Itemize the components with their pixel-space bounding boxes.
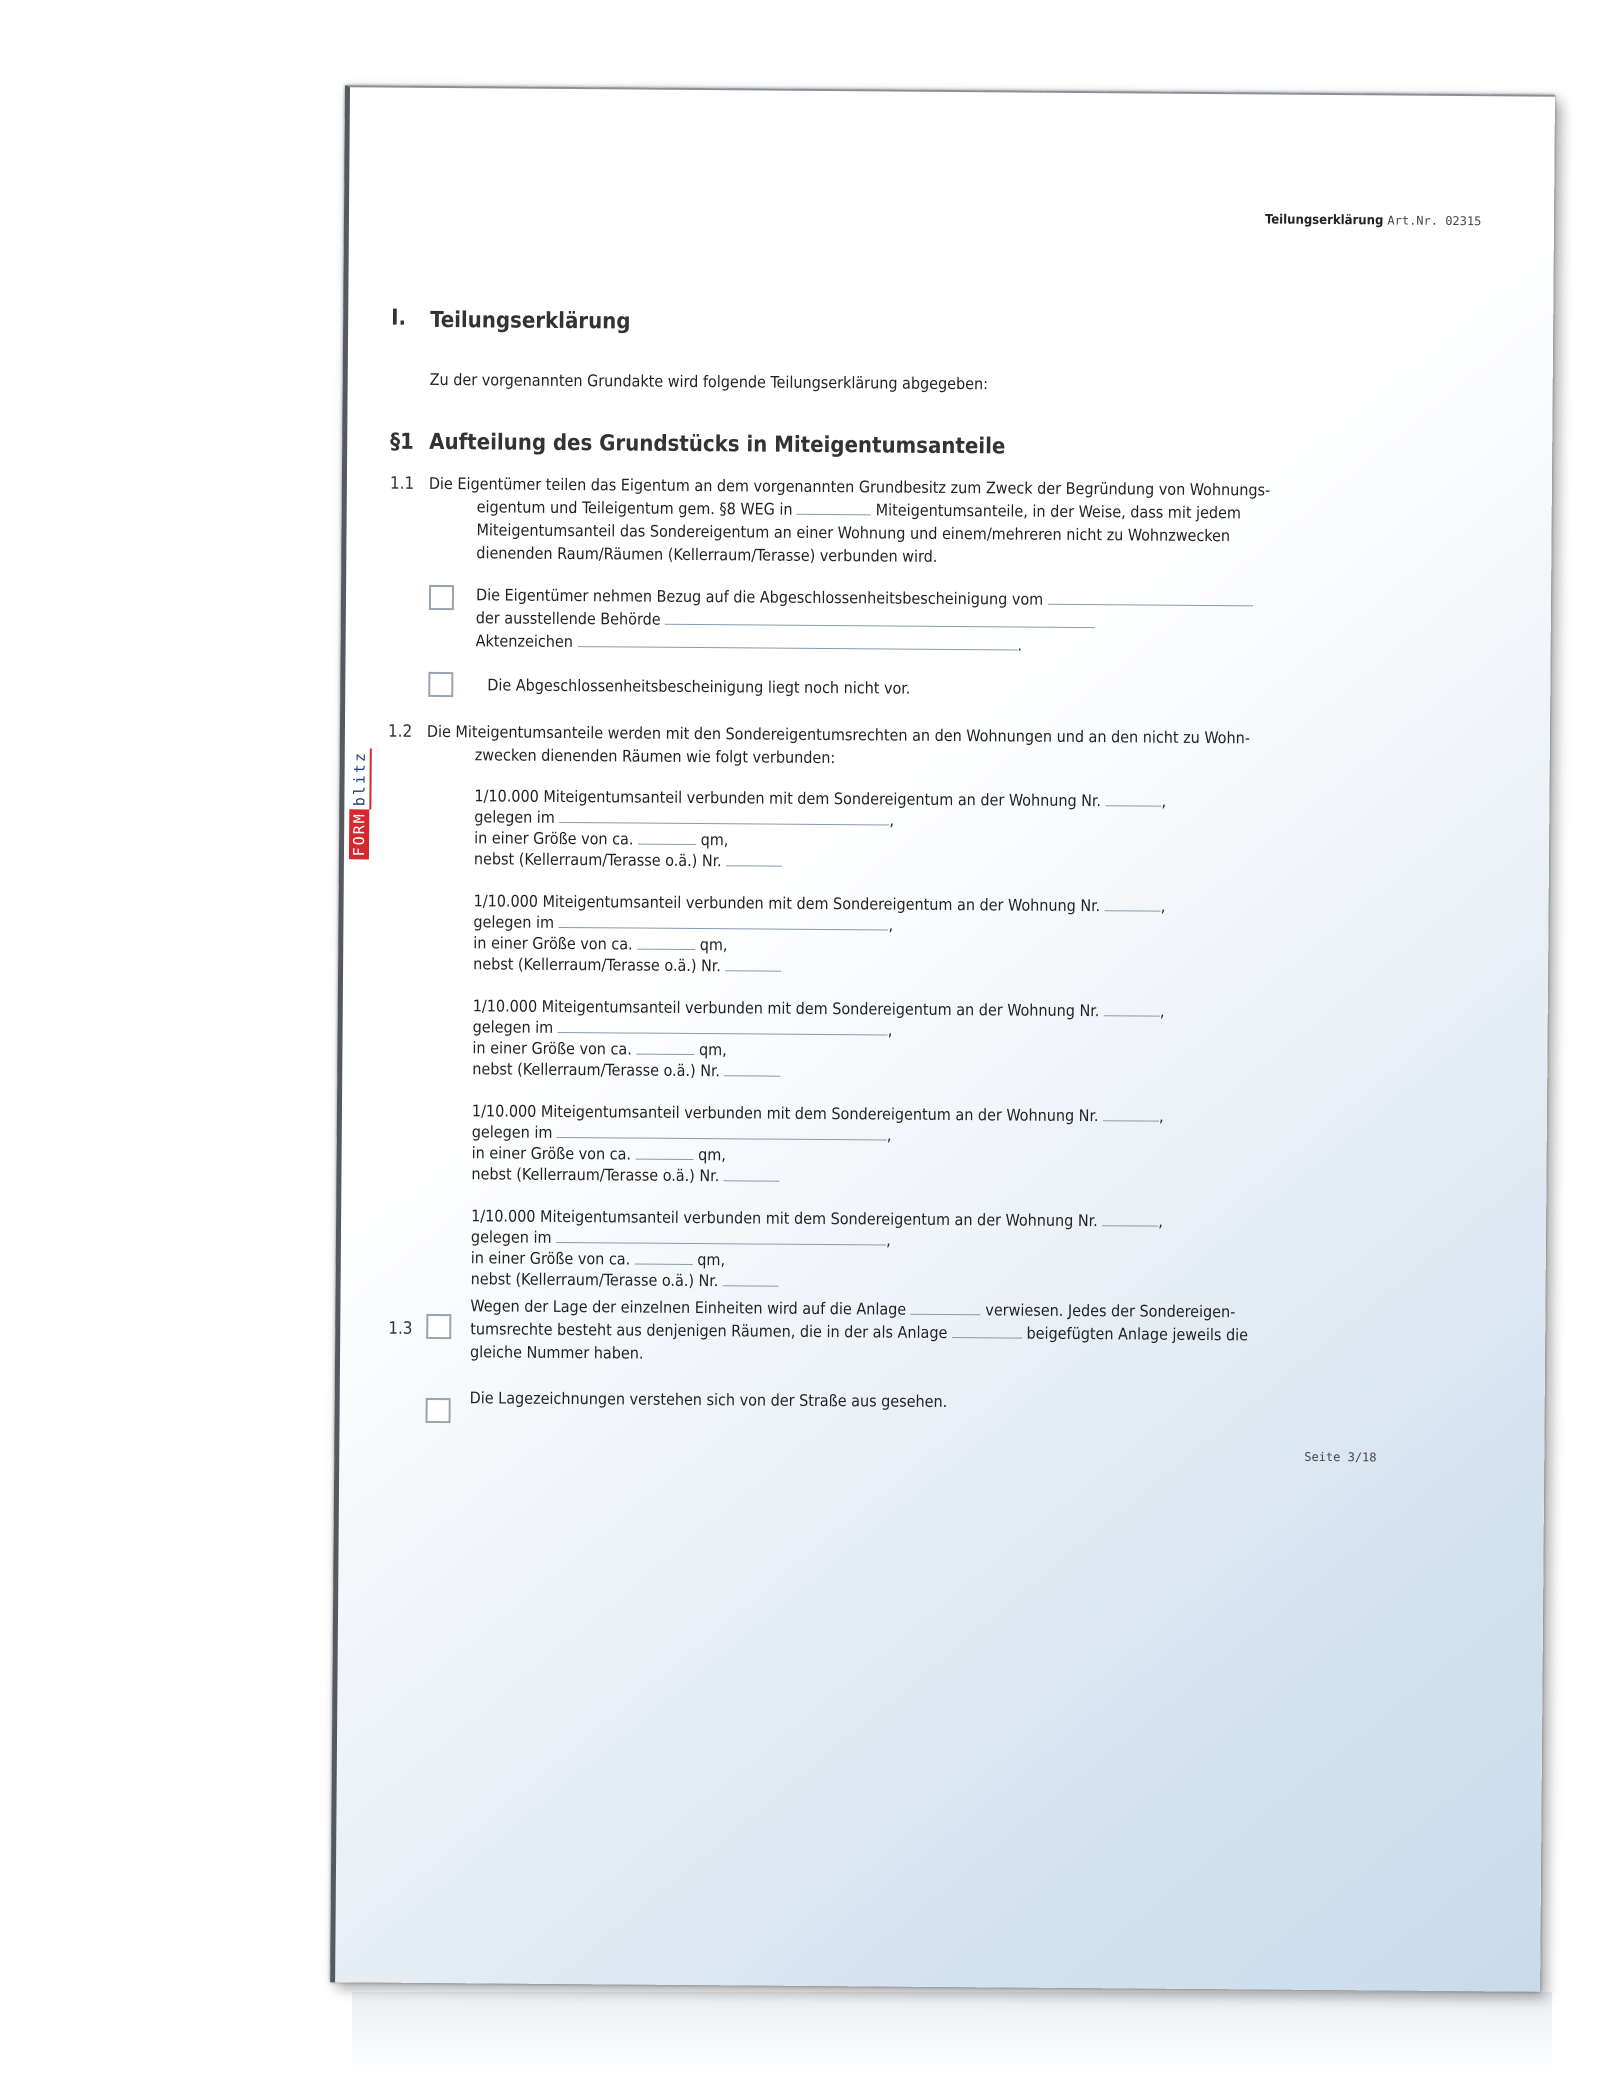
unit-row xyxy=(473,1017,893,1039)
apartment-number-field[interactable] xyxy=(1103,1119,1159,1121)
option-certificate-line3 xyxy=(476,631,1023,654)
location-field[interactable] xyxy=(558,1031,888,1036)
location-field[interactable] xyxy=(557,1136,887,1141)
page-reflection xyxy=(352,1992,1552,2082)
location-field[interactable] xyxy=(559,926,889,931)
clause-number-1-3: 1.3 xyxy=(388,1318,413,1339)
unit-size-label: in einer Größe von ca. xyxy=(472,1038,632,1059)
unit-share-text: 1/10.000 Miteigentumsanteil verbunden mit dem Sondereigentum an der Wohnung Nr. xyxy=(471,1206,1098,1231)
clause-1-3-line2b: beigefügten Anlage jeweils die xyxy=(1026,1323,1249,1345)
unit-location-label: gelegen im xyxy=(473,912,555,932)
unit-row xyxy=(471,1206,1163,1230)
clause-1-2-line2: zwecken dienenden Räumen wie folgt verbunden: xyxy=(474,745,836,768)
document-header xyxy=(1265,212,1481,229)
unit-share-text: 1/10.000 Miteigentumsanteil verbunden mit dem Sondereigentum an der Wohnung Nr. xyxy=(473,891,1101,916)
option-no-certificate-checkbox[interactable] xyxy=(428,672,453,697)
file-number-field[interactable] xyxy=(577,645,1017,650)
header-artnr: Art.Nr. 02315 xyxy=(1387,213,1482,229)
clause-number-1-1: 1.1 xyxy=(389,473,415,494)
annex-number-field[interactable] xyxy=(911,1313,981,1316)
unit-row xyxy=(473,996,1165,1020)
unit-size-unit: qm, xyxy=(698,1040,727,1060)
unit-row xyxy=(471,1164,779,1185)
location-field[interactable] xyxy=(556,1241,886,1246)
apartment-number-field[interactable] xyxy=(1105,909,1161,911)
option-site-plan-checkbox[interactable] xyxy=(426,1314,451,1339)
unit-row xyxy=(471,1269,779,1290)
clause-1-1-line1: Die Eigentümer teilen das Eigentum an dem vorgenannten Grundbesitz zum Zweck der Begründung von Wohnungs- xyxy=(428,473,1271,500)
apartment-number-field[interactable] xyxy=(1106,804,1162,806)
unit-comma: , xyxy=(887,1020,893,1040)
apartment-number-field[interactable] xyxy=(1104,1014,1160,1016)
formblitz-logo xyxy=(350,709,369,859)
unit-row xyxy=(472,1059,780,1080)
unit-row xyxy=(472,1038,726,1059)
size-field[interactable] xyxy=(636,1158,694,1160)
page-number: Seite 3/18 xyxy=(1304,1449,1377,1465)
unit-location-label: gelegen im xyxy=(472,1017,554,1037)
apartment-number-field[interactable] xyxy=(1102,1224,1158,1226)
unit-row xyxy=(473,912,893,934)
option-certificate-text1: Die Eigentümer nehmen Bezug auf die Abgeschlossenheitsbescheinigung vom xyxy=(475,585,1044,609)
unit-share-text: 1/10.000 Miteigentumsanteil verbunden mit dem Sondereigentum an der Wohnung Nr. xyxy=(474,786,1102,811)
clause-1-3-line2 xyxy=(470,1319,1248,1344)
unit-size-unit: qm, xyxy=(698,1145,726,1165)
unit-share-text: 1/10.000 Miteigentumsanteil verbunden mit dem Sondereigentum an der Wohnung Nr. xyxy=(471,1101,1099,1126)
unit-comma: , xyxy=(886,1230,891,1250)
option-certificate-line1 xyxy=(476,585,1253,610)
clause-1-1-line2 xyxy=(477,497,1241,522)
unit-cellar-label: nebst (Kellerraum/Terasse o.ä.) Nr. xyxy=(473,954,721,976)
unit-comma: , xyxy=(1161,791,1167,811)
unit-size-label: in einer Größe von ca. xyxy=(474,828,634,849)
unit-size-unit: qm, xyxy=(700,830,729,850)
option-street-view-checkbox[interactable] xyxy=(426,1398,451,1423)
unit-row xyxy=(474,891,1166,915)
cellar-number-field[interactable] xyxy=(724,1179,780,1181)
clause-1-1-line3: Miteigentumsanteil das Sondereigentum an einer Wohnung und einem/mehreren nicht zu Wohnzwecken xyxy=(476,520,1231,546)
unit-row xyxy=(474,807,894,829)
shares-count-field[interactable] xyxy=(797,513,871,516)
cellar-number-field[interactable] xyxy=(726,864,782,866)
section-number: I. xyxy=(391,305,407,331)
unit-row xyxy=(473,933,727,954)
clause-1-1-line2b: Miteigentumsanteile, in der Weise, dass mit jedem xyxy=(875,500,1242,523)
unit-cellar-label: nebst (Kellerraum/Terasse o.ä.) Nr. xyxy=(473,849,722,871)
logo-part-form: FORM xyxy=(349,809,369,859)
unit-size-label: in einer Größe von ca. xyxy=(471,1143,632,1164)
unit-row xyxy=(471,1227,891,1249)
unit-location-label: gelegen im xyxy=(470,1227,552,1247)
logo-part-blitz: blitz xyxy=(349,748,371,809)
size-field[interactable] xyxy=(638,843,696,845)
clause-1-3-line1b: verwiesen. Jedes der Sondereigen- xyxy=(985,1300,1236,1322)
unit-share-text: 1/10.000 Miteigentumsanteil verbunden mit dem Sondereigentum an der Wohnung Nr. xyxy=(472,996,1100,1021)
location-field[interactable] xyxy=(559,821,889,826)
unit-location-label: gelegen im xyxy=(471,1122,553,1142)
unit-comma: , xyxy=(1159,1001,1165,1021)
clause-1-3-line3: gleiche Nummer haben. xyxy=(470,1342,644,1363)
unit-comma: , xyxy=(1158,1211,1163,1231)
unit-size-label: in einer Größe von ca. xyxy=(470,1248,631,1269)
option-certificate-period: . xyxy=(1017,635,1023,655)
section-title: Teilungserklärung xyxy=(430,307,631,335)
option-certificate-text3: Aktenzeichen xyxy=(475,631,573,652)
unit-comma: , xyxy=(888,915,894,935)
unit-comma: , xyxy=(889,810,895,830)
clause-number-1-2: 1.2 xyxy=(387,721,413,742)
unit-location-label: gelegen im xyxy=(474,807,555,827)
unit-cellar-label: nebst (Kellerraum/Terasse o.ä.) Nr. xyxy=(471,1164,720,1186)
option-certificate-line2 xyxy=(476,608,1095,632)
annex-attached-field[interactable] xyxy=(952,1336,1022,1339)
unit-row xyxy=(474,849,782,870)
authority-field[interactable] xyxy=(665,623,1095,628)
unit-size-label: in einer Größe von ca. xyxy=(473,933,633,954)
clause-1-1-line4: dienenden Raum/Räumen (Kellerraum/Terasse) verbunden wird. xyxy=(476,543,938,566)
paragraph-number: §1 xyxy=(390,429,414,455)
size-field[interactable] xyxy=(637,948,695,950)
unit-row xyxy=(471,1248,725,1269)
document-page xyxy=(330,85,1555,1991)
unit-size-unit: qm, xyxy=(697,1250,726,1270)
clause-1-2-line1: Die Miteigentumsanteile werden mit den Sondereigentumsrechten an den Wohnungen und an den nicht zu Wohn- xyxy=(426,721,1251,748)
unit-row xyxy=(474,828,728,849)
unit-comma: , xyxy=(1159,1106,1164,1126)
clause-1-3-line1a: Wegen der Lage der einzelnen Einheiten wird auf die Anlage xyxy=(470,1296,907,1319)
unit-row xyxy=(472,1101,1164,1125)
unit-cellar-label: nebst (Kellerraum/Terasse o.ä.) Nr. xyxy=(472,1059,721,1081)
size-field[interactable] xyxy=(636,1053,694,1055)
unit-row xyxy=(474,786,1166,810)
option-certificate-checkbox[interactable] xyxy=(429,585,454,610)
paragraph-title: Aufteilung des Grundstücks in Miteigentumsanteile xyxy=(429,429,1006,460)
clause-1-3-line2a: tumsrechte besteht aus denjenigen Räumen, die in der als Anlage xyxy=(470,1319,948,1343)
unit-row xyxy=(472,1143,726,1164)
cellar-number-field[interactable] xyxy=(725,969,781,971)
unit-comma: , xyxy=(886,1125,892,1145)
unit-cellar-label: nebst (Kellerraum/Terasse o.ä.) Nr. xyxy=(470,1269,719,1291)
option-street-view-text: Die Lagezeichnungen verstehen sich von der Straße aus gesehen. xyxy=(469,1388,948,1412)
clause-1-1-line2a: eigentum und Teileigentum gem. §8 WEG in xyxy=(476,497,793,519)
size-field[interactable] xyxy=(635,1263,693,1265)
unit-size-unit: qm, xyxy=(699,935,728,955)
cellar-number-field[interactable] xyxy=(723,1284,779,1286)
header-title: Teilungserklärung xyxy=(1264,212,1384,229)
unit-comma: , xyxy=(1160,896,1166,916)
option-certificate-text2: der ausstellende Behörde xyxy=(475,608,661,629)
clause-1-3-line1 xyxy=(470,1296,1235,1321)
unit-row xyxy=(472,1122,892,1144)
option-no-certificate-text: Die Abgeschlossenheitsbescheinigung liegt noch nicht vor. xyxy=(487,675,911,698)
section-intro: Zu der vorgenannten Grundakte wird folgende Teilungserklärung abgegeben: xyxy=(429,369,989,394)
cellar-number-field[interactable] xyxy=(725,1074,781,1076)
certificate-date-field[interactable] xyxy=(1048,603,1253,607)
unit-row xyxy=(473,954,781,975)
